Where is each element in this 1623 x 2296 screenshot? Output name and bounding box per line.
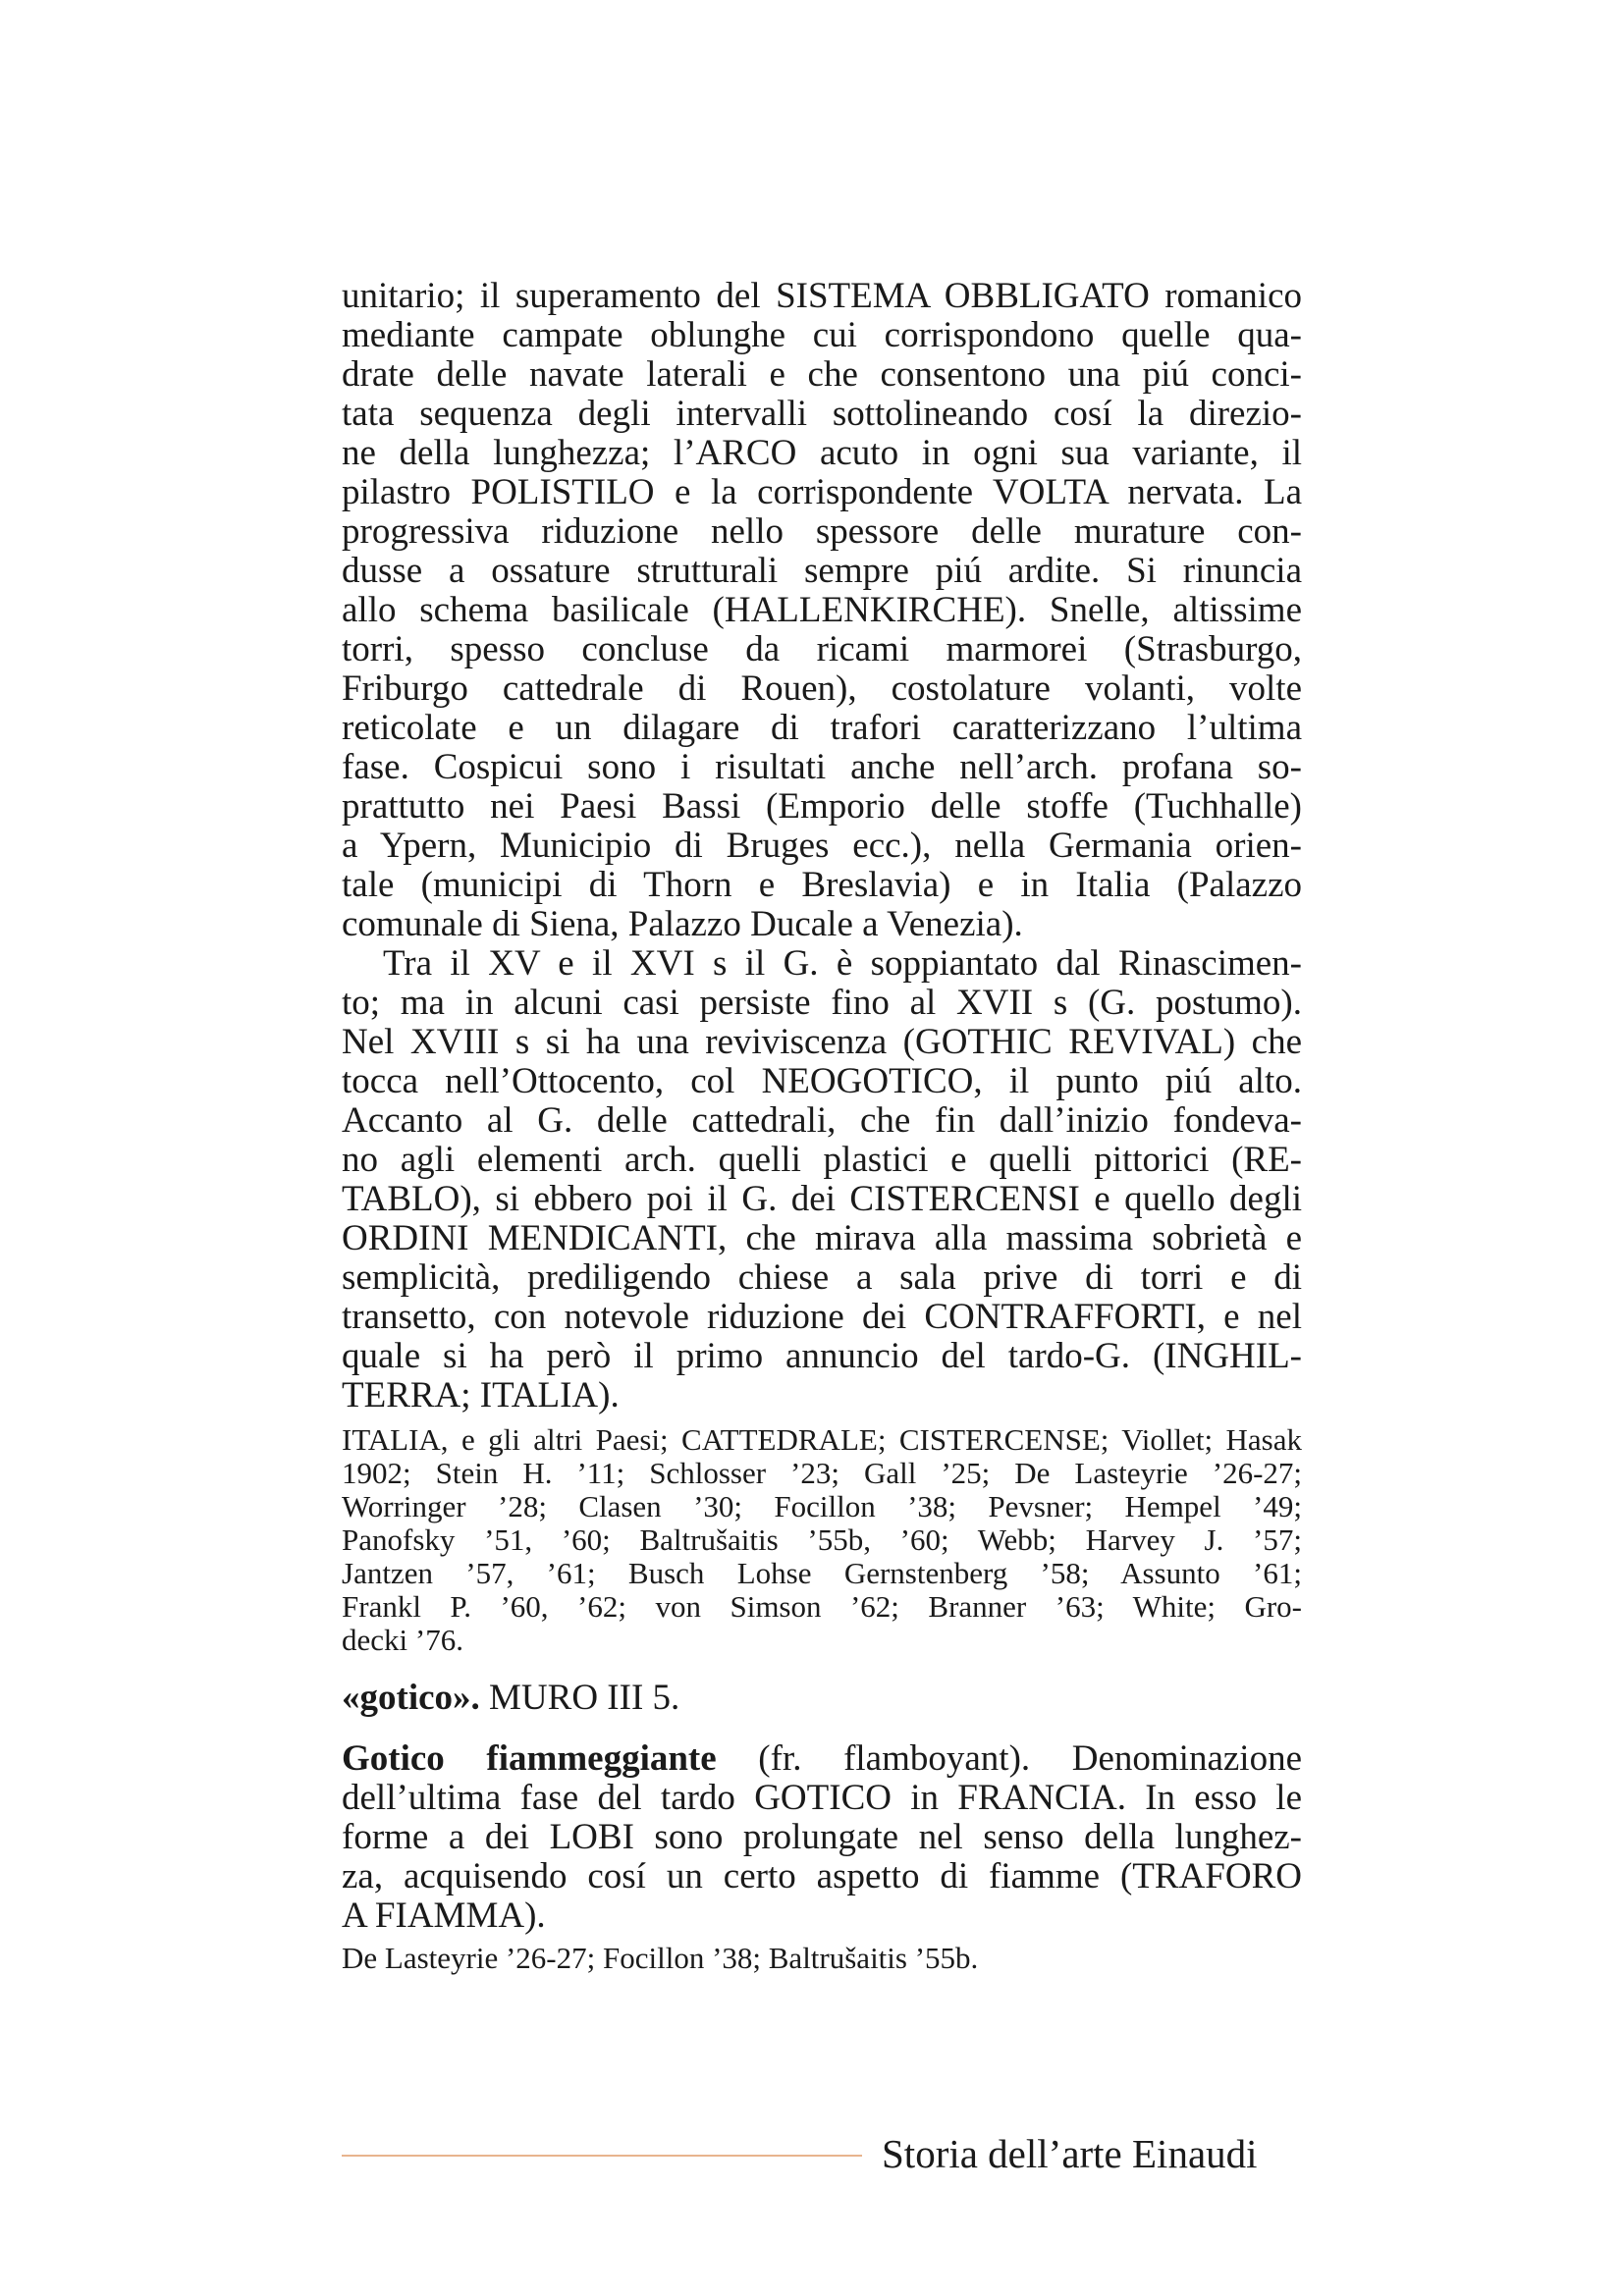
text-line: TABLO), si ebbero poi il G. dei CISTERCENSI e quello degli xyxy=(342,1179,1302,1219)
bibliography-fiammeggiante xyxy=(342,1942,1302,1975)
text-line: TERRA; ITALIA). xyxy=(342,1375,620,1415)
entry-headword: Gotico fiammeggiante xyxy=(342,1738,717,1779)
bibliography-gotico xyxy=(342,1423,1302,1657)
text-line: mediante campate oblunghe cui corrispondono quelle qua- xyxy=(342,315,1302,355)
text-line: drate delle navate laterali e che consentono una piú conci- xyxy=(342,354,1302,395)
text-line: dell’ultima fase del tardo GOTICO in FRANCIA. In esso le xyxy=(342,1778,1302,1818)
bibliography-line: ITALIA, e gli altri Paesi; CATTEDRALE; CISTERCENSE; Viollet; Hasak xyxy=(342,1422,1302,1457)
entry-gotico-quoted xyxy=(342,1679,1302,1718)
entry-gotico-fiammeggiante xyxy=(342,1739,1302,1936)
bibliography-line: decki ’76. xyxy=(342,1623,463,1657)
text-line: za, acquisendo cosí un certo aspetto di fiamme (TRAFORO xyxy=(342,1856,1302,1896)
text-line: to; ma in alcuni casi persiste fino al XVII s (G. postumo). xyxy=(342,983,1302,1023)
text-line: prattutto nei Paesi Bassi (Emporio delle stoffe (Tuchhalle) xyxy=(342,786,1302,827)
footer-title: Storia dell’arte Einaudi xyxy=(882,2131,1258,2176)
bibliography-line: Frankl P. ’60, ’62; von Simson ’62; Branner ’63; White; Gro- xyxy=(342,1589,1302,1624)
footer-rule xyxy=(342,2155,862,2157)
text-line: fase. Cospicui sono i risultati anche nell’arch. profana so- xyxy=(342,747,1302,787)
text-line: Tra il XV e il XVI s il G. è soppiantato dal Rinascimen- xyxy=(383,943,1302,984)
text-line: transetto, con notevole riduzione dei CONTRAFFORTI, e nel xyxy=(342,1297,1302,1337)
text-line: dusse a ossature strutturali sempre piú ardite. Si rinuncia xyxy=(342,551,1302,591)
entry-text: (fr. flamboyant). Denominazione xyxy=(716,1738,1303,1779)
entry-headword: «gotico». xyxy=(342,1678,480,1718)
text-line: Friburgo cattedrale di Rouen), costolature volanti, volte xyxy=(342,668,1302,709)
bibliography-line: De Lasteyrie ’26-27; Focillon ’38; Baltrušaitis ’55b. xyxy=(342,1941,979,1975)
bibliography-line: Worringer ’28; Clasen ’30; Focillon ’38; Pevsner; Hempel ’49; xyxy=(342,1489,1302,1523)
text-line: progressiva riduzione nello spessore delle murature con- xyxy=(342,511,1302,552)
text-line: allo schema basilicale (HALLENKIRCHE). Snelle, altissime xyxy=(342,590,1302,630)
text-line: reticolate e un dilagare di trafori caratterizzano l’ultima xyxy=(342,708,1302,748)
text-line: unitario; il superamento del SISTEMA OBBLIGATO romanico xyxy=(342,276,1302,316)
text-line: ne della lunghezza; l’ARCO acuto in ogni sua variante, il xyxy=(342,433,1302,473)
text-line: quale si ha però il primo annuncio del tardo-G. (INGHIL- xyxy=(342,1336,1302,1376)
text-line: semplicità, prediligendo chiese a sala prive di torri e di xyxy=(342,1257,1302,1298)
text-line: comunale di Siena, Palazzo Ducale a Venezia). xyxy=(342,904,1023,944)
text-line: no agli elementi arch. quelli plastici e quelli pittorici (RE- xyxy=(342,1140,1302,1180)
text-line: torri, spesso concluse da ricami marmorei (Strasburgo, xyxy=(342,629,1302,669)
main-paragraph xyxy=(342,277,1302,1415)
bibliography-line: Panofsky ’51, ’60; Baltrušaitis ’55b, ’60; Webb; Harvey J. ’57; xyxy=(342,1522,1302,1557)
text-line: a Ypern, Municipio di Bruges ecc.), nella Germania orien- xyxy=(342,826,1302,866)
bibliography-line: Jantzen ’57, ’61; Busch Lohse Gernstenberg ’58; Assunto ’61; xyxy=(342,1556,1302,1590)
text-line: Accanto al G. delle cattedrali, che fin dall’inizio fondeva- xyxy=(342,1100,1302,1141)
cross-reference: MURO III 5. xyxy=(489,1678,680,1718)
text-line: A FIAMMA). xyxy=(342,1896,546,1936)
entry-line xyxy=(342,1679,1302,1718)
text-line: Nel XVIII s si ha una reviviscenza (GOTHIC REVIVAL) che xyxy=(342,1022,1302,1062)
text-column xyxy=(342,277,1302,1975)
text-line: forme a dei LOBI sono prolungate nel senso della lunghez- xyxy=(342,1817,1302,1857)
bibliography-line: 1902; Stein H. ’11; Schlosser ’23; Gall ’25; De Lasteyrie ’26-27; xyxy=(342,1456,1302,1490)
text-line: tocca nell’Ottocento, col NEOGOTICO, il punto piú alto. xyxy=(342,1061,1302,1101)
text-line: ORDINI MENDICANTI, che mirava alla massima sobrietà e xyxy=(342,1218,1302,1258)
text-line: tale (municipi di Thorn e Breslavia) e in Italia (Palazzo xyxy=(342,865,1302,905)
text-line: tata sequenza degli intervalli sottolineando cosí la direzio- xyxy=(342,394,1302,434)
entry-line xyxy=(342,1739,1302,1779)
text-line: pilastro POLISTILO e la corrispondente VOLTA nervata. La xyxy=(342,472,1302,512)
